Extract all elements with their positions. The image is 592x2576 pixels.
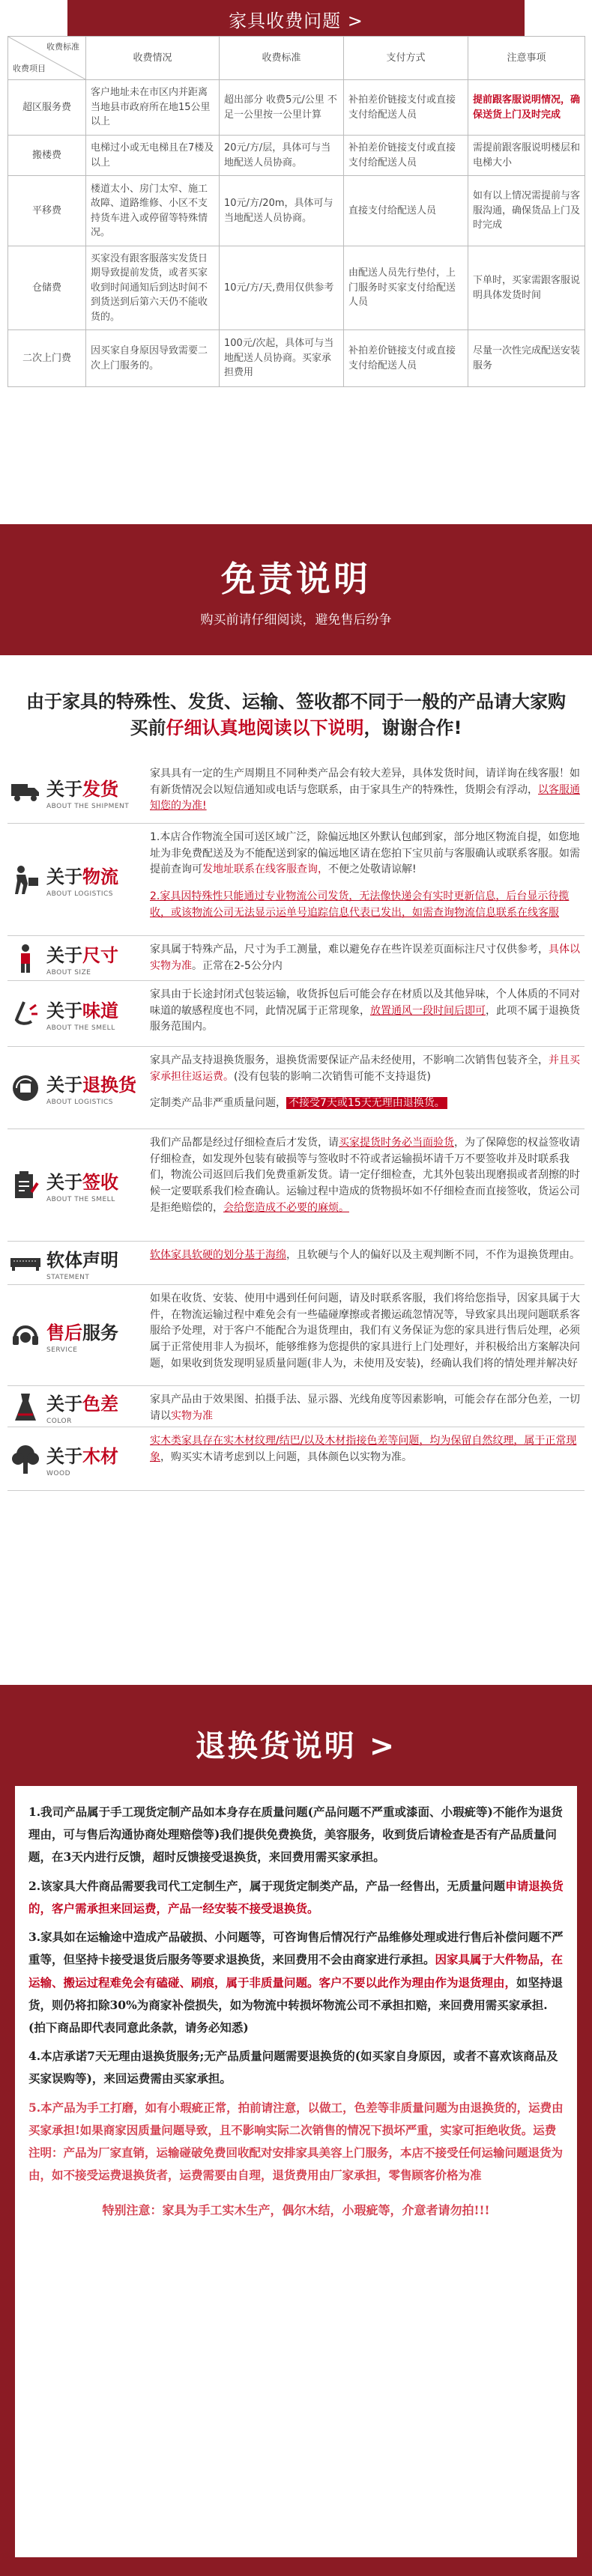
disclaimer-label-en: SERVICE — [46, 1346, 78, 1354]
column-header: 注意事项 — [468, 37, 585, 80]
emphasis-text: 软体家具软硬的划分基于海绵 — [150, 1249, 286, 1261]
disclaimer-label-text — [46, 1389, 136, 1415]
intro-text-end: ，谢谢合作! — [363, 717, 462, 738]
fee-situation-cell: 电梯过小或无电梯且在7楼及以上 — [86, 136, 220, 176]
return-item — [28, 2045, 564, 2090]
fee-item-cell: 仓储费 — [8, 246, 86, 330]
fee-payment-cell: 直接支付给配送人员 — [344, 176, 468, 246]
fee-standard-cell: 10元/方/20m，具体可与当地配送人员协商。 — [220, 176, 344, 246]
clipboard-sign-icon — [9, 1169, 42, 1202]
return-box-icon — [9, 1072, 42, 1105]
fee-note-cell: 如有以上情况需提前与客服沟通，确保货品上门及时完成 — [468, 176, 585, 246]
tree-icon — [9, 1443, 42, 1476]
fee-payment-cell: 补拍差价链接支付或直接支付给配送人员 — [344, 136, 468, 176]
column-header: 收费情况 — [86, 37, 220, 80]
dress-icon — [9, 1391, 42, 1424]
label-keyword: 退换货 — [82, 1075, 136, 1096]
table-row — [8, 330, 585, 387]
fee-standard-cell: 100元/次起，具体可与当地配送人员协商。买家承担费用 — [220, 330, 344, 387]
emphasis-text: 2.家具因特殊性只能通过专业物流公司发货，无法像快递会有实时更新信息，后台显示待揽收，或该物流公司无法显示运单号追踪信息代表已发出，如需查询物流信息联系在线客服 — [150, 890, 570, 919]
corner-label-standard: 收费标准 — [46, 42, 79, 52]
disclaimer-body — [150, 1386, 581, 1427]
emphasis-text: 实木类家具存在实木材纹理/结巴/以及木材指接色差等问题，均为保留自然纹理，属于正常现象 — [150, 1435, 577, 1463]
disclaimer-row-size — [0, 936, 592, 981]
fee-item-cell: 超区服务费 — [8, 80, 86, 136]
body-text: 1.我司产品属于手工现货定制产品如本身存在质量问题(产品问题不严重或漆面、小瑕疵等)不能作为退货理由，可与售后沟通协商处理赔偿等)我们提供免费换货，美容服务，收到货后请检查是否有产品质量问题，在3天内进行反馈，超时反馈接受退换货，来回费用需买家承担。 — [28, 1805, 563, 1865]
disclaimer-label — [46, 1070, 136, 1106]
disclaimer-label — [46, 1167, 136, 1203]
disclaimer-label — [46, 941, 136, 976]
fee-note-cell: 下单时，买家需跟客服说明具体发货时间 — [468, 246, 585, 330]
disclaimer-label-en: ABOUT THE SMELL — [46, 1196, 115, 1203]
disclaimer-paragraph — [150, 1096, 581, 1112]
body-text: 如果在收货、安装、使用中遇到任何问题，请及时联系客服，我们将给您指导，因家具属于大件，在物流运输过程中难免会有一些磕碰摩擦或者搬运疏忽情况等，导致家具出现问题联系客服给予处理，对于客户不能配合为退货理由，我们有义务保证为您的家具进行售后处理，必须属于正常使用非人为损坏，能够维修为您提供的家具进行上门处理好，并积极给出方案解决问题，如果收到货发现明显质量问题(非人为，未使用及安装)，经确认我们将的情处理并解决好 — [150, 1292, 580, 1370]
fee-item-cell: 二次上门费 — [8, 330, 86, 387]
disclaimer-label-text — [46, 1167, 136, 1194]
delivery-person-icon — [9, 863, 42, 896]
label-keyword: 售后 — [46, 1322, 82, 1343]
disclaimer-label-text — [46, 862, 136, 888]
disclaimer-body — [150, 760, 581, 824]
disclaimer-label-text — [46, 1442, 136, 1468]
label-keyword: 发货 — [82, 778, 118, 800]
disclaimer-label-text — [46, 1318, 136, 1344]
body-text: 2.该家具大件商品需要我司代工定制生产，属于现货定制类产品，产品一经售出，无质量问题 — [28, 1878, 506, 1893]
disclaimer-paragraph — [150, 1291, 581, 1372]
disclaimer-label-en: ABOUT LOGISTICS — [46, 890, 113, 898]
disclaimer-label — [46, 1318, 136, 1354]
disclaimer-label — [46, 1389, 136, 1425]
disclaimer-label — [46, 862, 136, 898]
fee-situation-cell: 因买家自身原因导致需要二次上门服务的。 — [86, 330, 220, 387]
disclaimer-header — [0, 524, 592, 655]
disclaimer-body — [150, 1427, 581, 1491]
emphasis-text: 放置通风一段时间后即可 — [370, 1004, 486, 1017]
body-text: 家具属于特殊产品，尺寸为手工测量，难以避免存在些许误差页面标注尺寸仅供参考， — [150, 944, 549, 956]
disclaimer-subtitle: 购买前请仔细阅读，避免售后纷争 — [200, 613, 392, 628]
label-prefix: 关于 — [46, 1172, 82, 1193]
fee-standard-cell: 20元/方/层，具体可与当地配送人员协商。 — [220, 136, 344, 176]
disclaimer-label-en: ABOUT THE SMELL — [46, 1024, 115, 1032]
returns-card — [15, 1786, 577, 2557]
disclaimer-label-text — [46, 1245, 136, 1272]
emphasis-text: 因家具属于大件物品，在运输、搬运过程难免会有磕碰、刷痕，属于非质量问题。客户不要以此作为理由作为退货理由， — [28, 1952, 564, 1990]
fee-item-cell: 搬楼费 — [8, 136, 86, 176]
intro-text: 由于家具的特殊性、发货、运输、签收都不同于一般的产品请大家购买前 — [26, 691, 566, 738]
label-suffix: 服务 — [82, 1322, 118, 1343]
disclaimer-label — [46, 1245, 136, 1281]
body-text: 家具具有一定的生产周期且不同种类产品会有较大差异，具体发货时间，请详询在线客服！如有新货情况会以短信通知或电话与您联系，由于家具生产的特殊性，货期会有浮动， — [150, 768, 580, 796]
disclaimer-label-en: ABOUT THE SHIPMENT — [46, 802, 130, 810]
label-prefix: 关于 — [46, 945, 82, 966]
label-suffix: 声明 — [82, 1250, 118, 1271]
body-text: (没有包装的影响二次销售可能不支持退货) — [234, 1070, 431, 1083]
emphasis-text: 会给您造成不必要的麻烦。 — [223, 1201, 349, 1214]
body-text: 我们产品都是经过仔细检查后才发货，请 — [150, 1137, 339, 1149]
disclaimer-body — [150, 824, 581, 936]
disclaimer-body — [150, 1047, 581, 1129]
table-row — [8, 136, 585, 176]
disclaimer-row-wood — [0, 1427, 592, 1491]
body-text: 家具由于长途封闭式包装运输，收货拆包后可能会存在材质以及其他异味，个人体质的不同对味道的敏感程度也不同，此情况属于正常现象， — [150, 988, 580, 1017]
label-prefix: 关于 — [46, 1075, 82, 1096]
disclaimer-label-en: ABOUT LOGISTICS — [46, 1099, 113, 1106]
emphasis-text: 实物为准 — [171, 1409, 213, 1422]
body-text: ，且软硬与个人的偏好以及主观判断不同，不作为退换货理由。 — [286, 1249, 580, 1261]
label-keyword: 色差 — [82, 1393, 118, 1415]
fee-table — [7, 36, 585, 387]
fee-item-cell: 平移费 — [8, 176, 86, 246]
disclaimer-section — [0, 524, 592, 1685]
column-header: 支付方式 — [344, 37, 468, 80]
label-keyword: 物流 — [82, 866, 118, 887]
disclaimer-label-en: COLOR — [46, 1417, 72, 1425]
disclaimer-row-smell — [0, 981, 592, 1047]
return-item — [28, 1875, 564, 1920]
emphasis-text: 发地址联系在线客服查询， — [202, 863, 328, 876]
label-prefix: 软体 — [46, 1250, 82, 1271]
disclaimer-title: 免责说明 — [221, 559, 371, 599]
ruler-person-icon — [9, 942, 42, 975]
emphasis-text: 以客服通知您的为准! — [150, 783, 580, 812]
body-text: ，为了保障您的权益签收请仔细检查，如发现外包装有破损等与签收时不符或者运输损坏请千万不要签收并及时联系我们，物流公司返回后我们免费重新发货。请一定仔细检查，尤其外包装出现磨损或者刮擦的时候一定要联系我们检查确认。运输过程中造成的货物损坏如不仔细检查而直接签收，货运公司是拒绝赔偿的， — [150, 1137, 580, 1214]
body-text: 4.本店承诺7天无理由退换货服务;无产品质量问题需要退换货的(如买家自身原因，或者不喜欢该商品及买家误购等)，来回运费需由买家承担。 — [28, 2049, 558, 2086]
fee-payment-cell: 由配送人员先行垫付，上门服务时买家支付给配送人员 — [344, 246, 468, 330]
disclaimer-paragraph — [150, 889, 581, 921]
fee-note-cell: 提前跟客服说明情况，确保送货上门及时完成 — [468, 80, 585, 136]
body-text: 不便之处敬请谅解! — [328, 863, 417, 876]
nose-icon — [9, 997, 42, 1030]
table-row — [8, 176, 585, 246]
table-row — [8, 246, 585, 330]
disclaimer-body — [150, 1285, 581, 1386]
emphasis-text: 并且买家承担往返运费。 — [150, 1054, 580, 1083]
disclaimer-paragraph — [150, 830, 581, 878]
return-item — [28, 1801, 564, 1869]
fee-payment-cell: 补拍差价链接支付或直接支付给配送人员 — [344, 330, 468, 387]
label-prefix: 关于 — [46, 1000, 82, 1021]
body-text: 如坚持退货，则仍将扣除30%为商家补偿损失，如为物流中转损坏物流公司不承担扣赔，来回费用需买家承担.(拍下商品即代表同意此条款，请务必知悉) — [28, 1975, 564, 2035]
disclaimer-paragraph — [150, 1392, 581, 1424]
disclaimer-row-sign — [0, 1129, 592, 1242]
label-prefix: 关于 — [46, 1445, 82, 1467]
truck-icon — [9, 776, 42, 809]
disclaimer-label-text — [46, 996, 136, 1022]
body-text: 家具产品支持退换货服务，退换货需要保证产品未经使用，不影响二次销售包装齐全， — [150, 1054, 549, 1066]
fee-situation-cell: 楼道太小、房门太窄、施工故障、道路维修、小区不支持货车进入或停留等特殊情况。 — [86, 176, 220, 246]
table-row — [8, 80, 585, 136]
disclaimer-row-return — [0, 1047, 592, 1129]
label-prefix: 关于 — [46, 866, 82, 887]
fee-table-header-row — [8, 37, 585, 80]
emphasis-text: 具体以实物为准 — [150, 944, 580, 972]
headset-icon — [9, 1319, 42, 1352]
emphasis-text: 买家提货时务必当面验货 — [339, 1137, 454, 1149]
fee-section-title[interactable]: 家具收费问题 > — [67, 0, 525, 37]
disclaimer-body — [150, 1129, 581, 1242]
fee-payment-cell: 补拍差价链接支付或直接支付给配送人员 — [344, 80, 468, 136]
intro-emphasis: 仔细认真地阅读以下说明 — [166, 717, 364, 738]
disclaimer-label-text — [46, 941, 136, 967]
body-text: ，购买实木请考虑到以上问题，具体颜色以实物为准。 — [160, 1450, 412, 1463]
fee-note-cell: 需提前跟客服说明楼层和电梯大小 — [468, 136, 585, 176]
label-prefix: 关于 — [46, 1393, 82, 1415]
disclaimer-label-en: ABOUT SIZE — [46, 969, 91, 976]
label-keyword: 尺寸 — [82, 945, 118, 966]
disclaimer-row-service — [0, 1285, 592, 1386]
disclaimer-paragraph — [150, 766, 581, 815]
disclaimer-paragraph — [150, 1248, 581, 1264]
disclaimer-label — [46, 996, 136, 1032]
body-text: 5.本产品为手工打磨，如有小瑕疵正常，拍前请注意，以做工，色差等非质量问题为由退换货的，运费由买家承担!如果商家因质量问题导致，且不影响实际二次销售的情况下损坏严重，实家可拒绝收货。运费注明：产品为厂家直销，运输碰破免费回收配对安排家具美容上门服务，本店不接受任何运输问题退货为由，如不接受运费退换货者，运费需要由自理，退货费用由厂家承担，零售顾客价格为准 — [28, 2100, 564, 2183]
fee-section — [0, 0, 592, 524]
fee-table-corner-cell — [8, 37, 86, 80]
disclaimer-intro — [22, 689, 570, 741]
disclaimer-row-statement — [0, 1242, 592, 1285]
disclaimer-row-shipment — [0, 760, 592, 824]
body-text: 3.家具如在运输途中造成产品破损、小问题等，可咨询售后情况行产品维修处理或进行售后补偿问题不严重等，但坚持卡接受退货后服务等要求退换货，来回费用不会由商家进行承担。 — [28, 1930, 564, 1967]
column-header: 收费标准 — [220, 37, 344, 80]
disclaimer-label — [46, 774, 136, 810]
body-text: 1.本店合作物流全国可送区域广泛，除偏远地区外默认包邮到家，部分地区物流自提，如您地址为非免费配送及为不能配送到家的偏远地区请在您拍下宝贝前与客服确认或联系客服。如需提前查询可 — [150, 831, 580, 876]
fee-standard-cell: 10元/方/天,费用仅供参考 — [220, 246, 344, 330]
disclaimer-paragraph — [150, 1135, 581, 1216]
body-text: 定制类产品非严重质量问题， — [150, 1097, 286, 1110]
return-item — [28, 1926, 564, 2039]
label-keyword: 木材 — [82, 1445, 118, 1467]
returns-section — [0, 1685, 592, 2576]
corner-label-item: 收费项目 — [13, 63, 46, 73]
disclaimer-label — [46, 1442, 136, 1477]
return-item — [28, 2097, 564, 2187]
body-text: 家具产品由于效果图、拍摄手法、显示器、光线角度等因素影响，可能会存在部分色差，一切请以 — [150, 1394, 580, 1422]
disclaimer-label-en: STATEMENT — [46, 1274, 90, 1281]
disclaimer-paragraph — [150, 942, 581, 974]
label-keyword: 签收 — [82, 1172, 118, 1193]
fee-situation-cell: 买家没有跟客服落实发货日期导致提前发货，或者买家收到时间通知后到达时间不到货送到后第六天仍不能收货的。 — [86, 246, 220, 330]
disclaimer-paragraph — [150, 1433, 581, 1465]
returns-title[interactable]: 退换货说明 > — [195, 1729, 397, 1764]
returns-warning-note: 特别注意：家具为手工实木生产，偶尔木结，小瑕疵等，介意者请勿拍!!! — [102, 2202, 490, 2217]
disclaimer-label-text — [46, 1070, 136, 1096]
fee-note-cell: 尽量一次性完成配送安装服务 — [468, 330, 585, 387]
sofa-icon — [9, 1247, 42, 1280]
emphasis-text: 申请退换货的，客户需承担来回运费，产品一经安装不接受退换货。 — [28, 1878, 564, 1916]
body-text: ，此项不属于退换货服务范围内。 — [150, 1004, 580, 1033]
fee-situation-cell: 客户地址未在市区内并距离当地县市政府所在地15公里以上 — [86, 80, 220, 136]
disclaimer-paragraph — [150, 1053, 581, 1085]
fee-standard-cell: 超出部分 收费5元/公里 不足一公里按一公里计算 — [220, 80, 344, 136]
body-text: 。正常在2-5公分内 — [192, 959, 283, 972]
label-prefix: 关于 — [46, 778, 82, 800]
emphasis-text: 不接受7天或15天无理由退换货。 — [286, 1097, 447, 1109]
label-keyword: 味道 — [82, 1000, 118, 1021]
disclaimer-label-en: WOOD — [46, 1469, 70, 1477]
row-divider — [7, 1490, 585, 1491]
disclaimer-row-color — [0, 1386, 592, 1427]
disclaimer-paragraph — [150, 987, 581, 1036]
disclaimer-body — [150, 1242, 581, 1285]
disclaimer-label-text — [46, 774, 136, 801]
disclaimer-body — [150, 936, 581, 981]
disclaimer-body — [150, 981, 581, 1047]
disclaimer-row-logistics — [0, 824, 592, 936]
